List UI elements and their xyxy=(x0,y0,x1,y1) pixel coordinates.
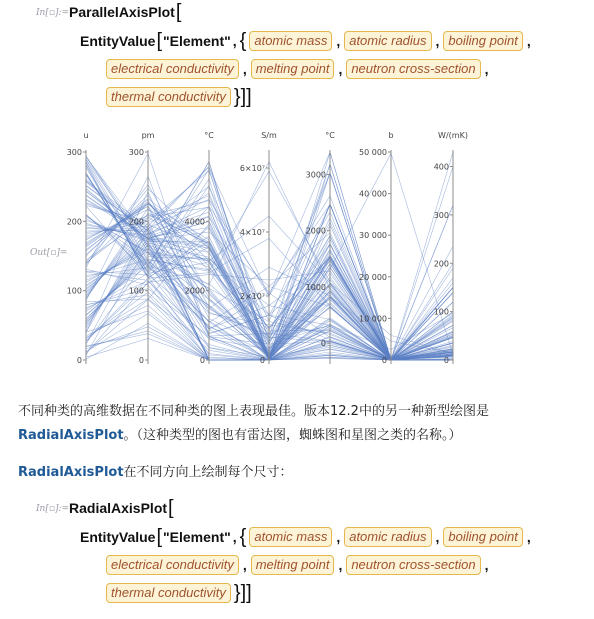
axis-unit-label: u xyxy=(83,131,89,140)
open-bracket: [ xyxy=(156,30,163,52)
open-bracket: [ xyxy=(175,1,182,23)
axis-unit-label: S/m xyxy=(261,131,277,140)
tick-label: 200 xyxy=(433,259,449,269)
comma: , xyxy=(526,529,531,545)
entity-property[interactable]: boiling point xyxy=(443,31,522,51)
string-literal: "Element" xyxy=(163,33,231,49)
tick-label: 10 000 xyxy=(359,314,387,324)
entity-property[interactable]: thermal conductivity xyxy=(106,583,231,603)
paragraph-text: 不同种类的高维数据在不同种类的图上表现最佳。版本12.2中的另一种新型绘图是 xyxy=(18,404,489,419)
close-brackets: }]] xyxy=(233,582,252,604)
code-line-6[interactable] xyxy=(80,527,533,547)
paragraph-1 xyxy=(18,400,489,419)
tick-label: 300 xyxy=(128,148,144,157)
entity-property[interactable]: atomic radius xyxy=(344,527,431,547)
paragraph-1-cont xyxy=(18,424,462,443)
tick-label: 0 xyxy=(381,356,387,365)
comma: , xyxy=(336,33,341,49)
radialaxisplot-link[interactable]: RadialAxisPlot xyxy=(18,428,124,443)
tick-label: 3000 xyxy=(305,170,326,180)
function-name: ParallelAxisPlot xyxy=(69,4,175,20)
tick-label: 30 000 xyxy=(359,231,387,241)
tick-label: 1000 xyxy=(305,282,326,292)
entity-property[interactable]: electrical conductivity xyxy=(106,555,239,575)
entity-property[interactable]: electrical conductivity xyxy=(106,59,239,79)
input-cell-label: In[▫]:= xyxy=(36,8,70,18)
output-cell-label: Out[▫]= xyxy=(30,248,68,258)
tick-label: 400 xyxy=(433,162,449,172)
entity-property[interactable]: melting point xyxy=(251,555,335,575)
entity-property[interactable]: neutron cross-section xyxy=(346,59,480,79)
paragraph-text: 在不同方向上绘制每个尺寸： xyxy=(123,465,293,480)
comma: , xyxy=(338,557,343,573)
entity-property[interactable]: melting point xyxy=(251,59,335,79)
axis-unit-label: °C xyxy=(204,131,214,140)
entity-property[interactable]: thermal conductivity xyxy=(106,87,231,107)
tick-label: 100 xyxy=(433,307,449,317)
axis-unit-label: b xyxy=(388,131,394,140)
tick-label: 0 xyxy=(259,356,265,365)
comma: , xyxy=(484,557,489,573)
tick-label: 4000 xyxy=(184,217,205,227)
comma: , xyxy=(336,529,341,545)
entity-property[interactable]: atomic radius xyxy=(344,31,431,51)
tick-label: 4×10⁷ xyxy=(239,228,265,237)
tick-label: 40 000 xyxy=(359,189,387,199)
tick-label: 300 xyxy=(433,210,449,220)
open-bracket: [ xyxy=(156,526,163,548)
tick-label: 0 xyxy=(443,356,449,365)
open-bracket: [ xyxy=(168,497,174,519)
open-brace: { xyxy=(239,30,247,52)
comma: , xyxy=(338,61,343,77)
tick-label: 20 000 xyxy=(359,272,387,282)
entity-property[interactable]: boiling point xyxy=(443,527,522,547)
comma: , xyxy=(242,61,247,77)
axis-unit-label: pm xyxy=(141,131,155,140)
entity-property[interactable]: atomic mass xyxy=(249,527,332,547)
close-brackets: }]] xyxy=(233,86,252,108)
function-name: RadialAxisPlot xyxy=(69,500,168,516)
tick-label: 2000 xyxy=(305,226,326,236)
comma: , xyxy=(232,33,237,49)
input-cell-label: In[▫]:= xyxy=(36,504,70,514)
comma: , xyxy=(232,529,237,545)
tick-label: 0 xyxy=(76,356,82,365)
paragraph-2 xyxy=(18,461,293,480)
function-name: EntityValue xyxy=(80,33,156,49)
code-line-8[interactable] xyxy=(104,583,253,603)
comma: , xyxy=(526,33,531,49)
string-literal: "Element" xyxy=(163,529,231,545)
function-name: EntityValue xyxy=(80,529,156,545)
radialaxisplot-link[interactable]: RadialAxisPlot xyxy=(18,465,124,480)
entity-property[interactable]: atomic mass xyxy=(249,31,332,51)
tick-label: 200 xyxy=(128,217,144,227)
tick-label: 200 xyxy=(66,217,82,227)
tick-label: 0 xyxy=(320,339,326,349)
tick-label: 2000 xyxy=(184,286,205,296)
tick-label: 2×10⁷ xyxy=(239,292,265,301)
paragraph-text: 。（这种类型的图也有雷达图，蜘蛛图和星图之类的名称。） xyxy=(123,428,462,443)
comma: , xyxy=(435,529,440,545)
tick-label: 300 xyxy=(66,148,82,157)
tick-label: 0 xyxy=(138,356,144,365)
open-brace: { xyxy=(239,526,247,548)
tick-label: 6×10⁷ xyxy=(239,164,265,173)
tick-label: 0 xyxy=(199,356,205,365)
comma: , xyxy=(484,61,489,77)
code-line-5[interactable] xyxy=(69,497,175,519)
entity-property[interactable]: neutron cross-section xyxy=(346,555,480,575)
plot-axes xyxy=(67,131,468,365)
comma: , xyxy=(242,557,247,573)
tick-label: 100 xyxy=(66,286,82,296)
code-line-7[interactable] xyxy=(104,555,491,575)
axis-unit-label: W/(mK) xyxy=(438,131,468,140)
axis-unit-label: °C xyxy=(325,131,335,140)
tick-label: 50 000 xyxy=(359,148,387,157)
comma: , xyxy=(435,33,440,49)
tick-label: 100 xyxy=(128,286,144,296)
